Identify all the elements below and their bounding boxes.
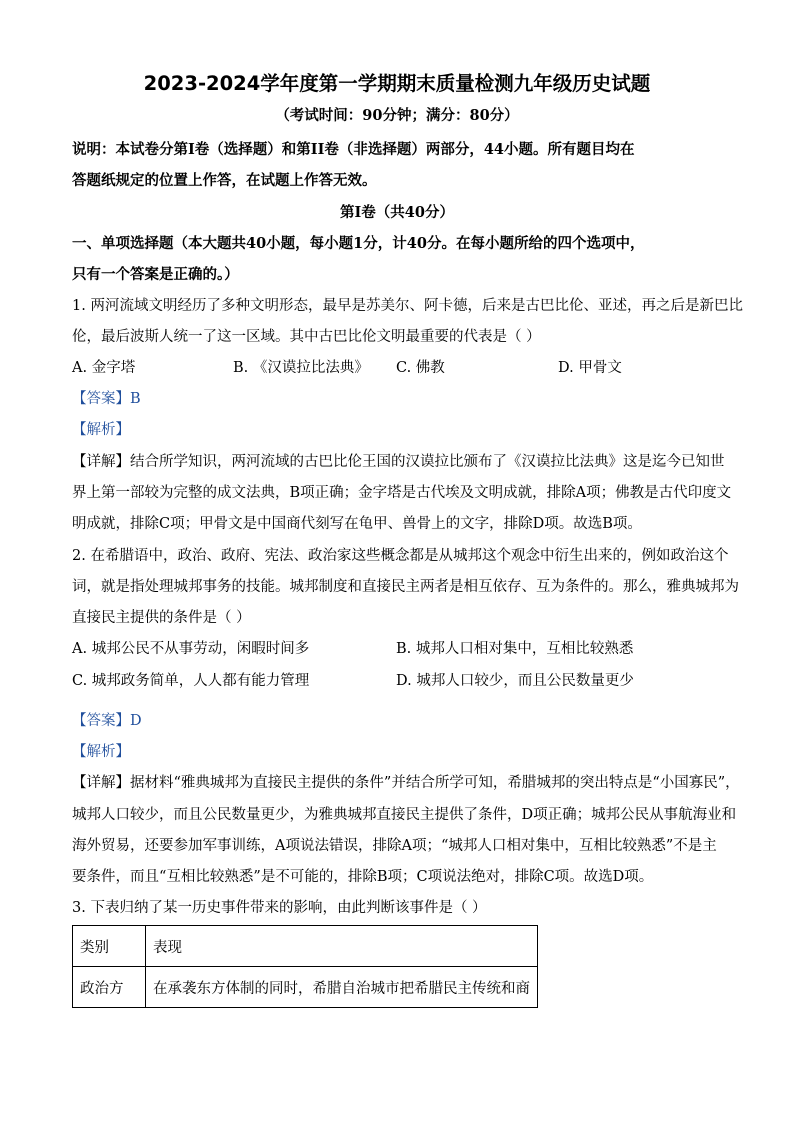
q1-analysis-label: 【解析】 bbox=[72, 422, 130, 438]
q1-detail-line-2: 界上第一部较为完整的成文法典，B项正确；金字塔是古代埃及文明成就，排除A项；佛教是古代印度文 bbox=[72, 485, 732, 501]
q2-detail-line-2: 城邦人口较少，而且公民数量更少，为雅典城邦直接民主提供了条件，D项正确；城邦公民从事航海业和 bbox=[72, 807, 737, 823]
table-cell: 在承袭东方体制的同时，希腊自治城市把希腊民主传统和商 bbox=[146, 967, 538, 1008]
table-header-category: 类别 bbox=[73, 926, 146, 967]
page-title: 2023-2024学年度第一学期期末质量检测九年级历史试题 bbox=[143, 72, 651, 95]
q1-option-c: C. 佛教 bbox=[396, 360, 445, 376]
q2-stem-line-3: 直接民主提供的条件是（ ） bbox=[72, 610, 251, 626]
q2-answer: 【答案】D bbox=[72, 713, 142, 729]
q1-detail-line-1: 【详解】结合所学知识，两河流域的古巴比伦王国的汉谟拉比颁布了《汉谟拉比法典》这是迄今已知世 bbox=[72, 454, 725, 470]
q1-detail-line-3: 明成就，排除C项；甲骨文是中国商代刻写在龟甲、兽骨上的文字，排除D项。故选B项。 bbox=[72, 516, 642, 532]
q2-stem-line-1: 2. 在希腊语中，政治、政府、宪法、政治家这些概念都是从城邦这个观念中衍生出来的，例如政治这个 bbox=[72, 548, 729, 564]
table-row bbox=[73, 926, 538, 967]
table-cell: 政治方 bbox=[73, 967, 146, 1008]
q1-answer: 【答案】B bbox=[72, 391, 141, 407]
q2-analysis-label: 【解析】 bbox=[72, 744, 130, 760]
table-row bbox=[73, 967, 538, 1008]
section-heading-line-1: 一、单项选择题（本大题共40小题，每小题1分，计40分。在每小题所给的四个选项中， bbox=[72, 235, 645, 252]
q3-stem: 3. 下表归纳了某一历史事件带来的影响，由此判断该事件是（ ） bbox=[72, 900, 487, 916]
q1-option-b: B. 《汉谟拉比法典》 bbox=[233, 360, 369, 376]
q2-detail-line-4: 要条件，而且“互相比较熟悉”是不可能的，排除B项；C项说法绝对，排除C项。故选D项。 bbox=[72, 869, 654, 885]
section-heading-line-2: 只有一个答案是正确的。） bbox=[72, 266, 239, 283]
q2-stem-line-2: 词，就是指处理城邦事务的技能。城邦制度和直接民主两者是相互依存、互为条件的。那么，雅典城邦为 bbox=[72, 579, 739, 595]
q2-detail-line-3: 海外贸易，还要参加军事训练，A项说法错误，排除A项；“城邦人口相对集中，互相比较熟悉”不是主 bbox=[72, 838, 717, 854]
q1-option-a: A. 金字塔 bbox=[72, 360, 136, 376]
instructions-line-2: 答题纸规定的位置上作答，在试题上作答无效。 bbox=[72, 172, 377, 189]
q2-detail-line-1: 【详解】据材料“雅典城邦为直接民主提供的条件”并结合所学可知，希腊城邦的突出特点是“小国寡民”， bbox=[72, 775, 740, 791]
q1-stem-line-1: 1. 两河流域文明经历了多种文明形态，最早是苏美尔、阿卡德，后来是古巴比伦、亚述，再之后是新巴比 bbox=[72, 298, 743, 314]
q2-option-d: D. 城邦人口较少，而且公民数量更少 bbox=[396, 673, 634, 689]
q1-option-d: D. 甲骨文 bbox=[558, 360, 622, 376]
q2-option-c: C. 城邦政务简单，人人都有能力管理 bbox=[72, 673, 310, 689]
table-header-performance: 表现 bbox=[146, 926, 538, 967]
instructions-line-1: 说明：本试卷分第Ⅰ卷（选择题）和第II卷（非选择题）两部分，44小题。所有题目均在 bbox=[72, 141, 635, 158]
section-title: 第Ⅰ卷（共40分） bbox=[340, 204, 454, 221]
q2-option-b: B. 城邦人口相对集中，互相比较熟悉 bbox=[396, 641, 634, 657]
q1-stem-line-2: 伦，最后波斯人统一了这一区域。其中古巴比伦文明最重要的代表是（ ） bbox=[72, 329, 541, 345]
exam-info: （考试时间：90分钟；满分：80分） bbox=[275, 107, 519, 124]
q3-table bbox=[72, 925, 538, 1008]
q2-option-a: A. 城邦公民不从事劳动，闲暇时间多 bbox=[72, 641, 310, 657]
